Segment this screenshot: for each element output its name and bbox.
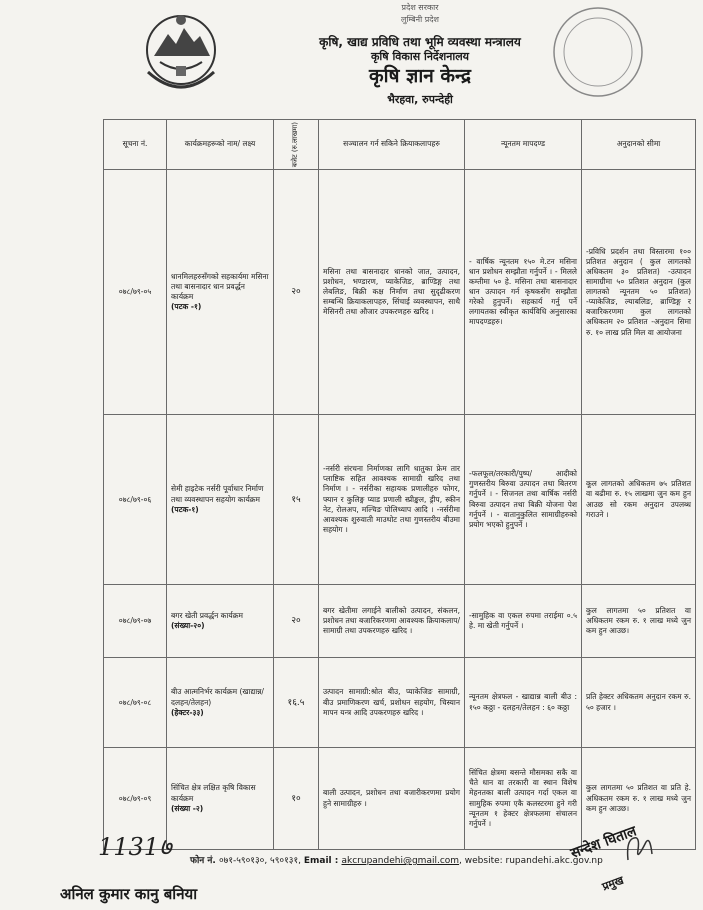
- program-name: धानमिलहरुसँगको सहकार्यमा मसिना तथा बासनादार धान प्रवर्द्धन कार्यक्रम: [171, 271, 269, 302]
- header-office-line1: प्रदेश सरकार: [401, 3, 439, 12]
- cell-grant: -प्रविधि प्रदर्शन तथा विस्तारमा १०० प्रतिशत अनुदान ( कुल लागतको अधिकतम ३० प्रतिशत) -उत्पादन सामाग्रीमा ५० प्रतिशत अनुदान (कुल लागतको न्यूनतम ५० प्रतिशत) -प्याकेजिङ, ल्याबलिङ, ब्राण्डिङ्ग र बजारिकरणमा कुल लागतको अधिकतम २० प्रतिशत -अनुदान सिमा रु. १० लाख प्रति मिल वा आयोजना: [582, 170, 696, 415]
- program-name: बीउ आत्मनिर्भर कार्यक्रम (खाद्यान्न/दलहन/तेलहन): [171, 687, 264, 707]
- header-ministry: कृषि, खाद्य प्रविधि तथा भूमि व्यवस्था मन्त्रालय: [319, 35, 521, 49]
- table-row: [104, 658, 696, 748]
- cell-activities: बाली उत्पादन, प्रशोधन तथा बजारीकरणमा प्रयोग हुने सामाग्रीहरु ।: [319, 748, 465, 850]
- header-office-title: कृषि ज्ञान केन्द्र: [369, 65, 471, 87]
- cell-budget: १०: [274, 748, 319, 850]
- cell-program: [167, 748, 274, 850]
- cell-criteria: - वार्षिक न्यूनतम १५० मे.टन मसिना धान प्रशोधन सम्झौता गर्नुपर्ने । - मिलले कम्तीमा ५० हे. मसिना तथा बासनादार धान उत्पादन गर्न कृषकसँग सम्झौता गरेको हुनुपर्ने। सहकार्य गर्नु पर्ने लगायतका स्वीकृत कार्यविधि अनुसारका मापदण्डहरु।: [465, 170, 582, 415]
- cell-activities: उत्पादन सामाग्री:श्रोत बीउ, प्याकेजिङ सामाग्री, बीउ प्रमाणिकरण खर्च, प्रशोधन सहयोग, चिस्यान मापन यन्त्र आदि उपकरणहरु खरिद ।: [319, 658, 465, 748]
- header-place: भैरहवा, रुपन्देही: [387, 93, 453, 106]
- cell-activities: -नर्सरी संरचना निर्माणका लागि धातुका फ्रेम तार प्लाष्टिक सहित आवश्यक सामाग्री खरिद तथा निर्माण । - नर्सरीका सहायक प्रणालीहरु फोगर, फ्यान र कुलिङ्ग प्याड प्रणाली स्प्रीङ्कल, ड्रीप, स्कीन नेट, रोलअप, मल्चिङ पोलिथ्याप आदि । -नर्सरीमा आवश्यक शुरुवाती माउथोट तथा गुणस्तरीय बीउमा सहयोग ।: [319, 415, 465, 585]
- col-header-budget-label: बजेट (रु.लाखमा): [291, 122, 300, 168]
- program-group: (संख्या -२): [171, 803, 204, 813]
- program-name: सिंचित क्षेत्र लक्षित कृषि विकास कार्यक्रम: [171, 783, 256, 803]
- signatory-title-right: प्रमुख: [600, 873, 626, 894]
- website-link[interactable]: rupandehi.akc.gov.np: [505, 856, 603, 866]
- cell-notice-no: ०७८/७९-०७: [104, 585, 167, 658]
- cell-budget: २०: [274, 170, 319, 415]
- cell-budget: २०: [274, 585, 319, 658]
- program-group: (संख्या-२०): [171, 621, 205, 631]
- handwritten-number: 1131७: [98, 833, 172, 861]
- program-name: सेमी हाइटेक नर्सरी पूर्वाधार निर्माण तथा व्यवस्थापन सहयोग कार्यक्रम: [171, 484, 264, 504]
- cell-grant: कुल लागतमा ५० प्रतिशत वा प्रति हे. अधिकतम रकम रु. १ लाख मध्ये जुन कम हुन आउछ।: [582, 748, 696, 850]
- col-header-program: कार्यक्रमहरूको नाम/ लक्ष्य: [167, 120, 274, 170]
- contact-line: [190, 853, 603, 866]
- cell-criteria: -फलफूल/तरकारी/पुष्प/ आदीको गुणस्तरीय बिरुवा उत्पादन तथा बितरण गर्नुपर्ने । - सिजनल तथा बार्षिक नर्सरी बिरुवा उत्पादन तथा बिक्री योजना पेश गर्नुपर्ने । - वातानुकुलित सामाग्रीहरुको प्रयोग भएको हुनुपर्ने ।: [465, 415, 582, 585]
- cell-budget: १५: [274, 415, 319, 585]
- table-row: [104, 170, 696, 415]
- table-row: [104, 415, 696, 585]
- cell-criteria: सिंचित क्षेत्रमा बसन्ते मौसमका सकै वा चैते धान वा तरकारी वा स्थान विशेष मेहनतका बाली उत्पादन गर्दा एकल वा सामुहिक रुपमा एकै कलस्टरमा हुने गरी न्यूनतम १ हेक्टर क्षेत्रफलमा संचालन गर्नुपर्ने ।: [465, 748, 582, 850]
- program-group: (पटक -१): [171, 302, 202, 312]
- email-label: Email :: [303, 856, 342, 866]
- phone-number: ०७१-५९०१३०, ५९०१३१,: [218, 856, 304, 866]
- cell-notice-no: ०७८/७९-०५: [104, 170, 167, 415]
- table-row: [104, 585, 696, 658]
- nepal-emblem-logo: [140, 6, 222, 98]
- cell-criteria: -सामुहिक वा एकल रुपमा तराईमा ०.५ हे. मा खेती गर्नुपर्ने ।: [465, 585, 582, 658]
- cell-activities: मसिना तथा बासनादार धानको जात, उत्पादन, प्रशोधन, भण्डारण, प्याकेजिङ, ब्राण्डिङ्ग तथा लेबलिङ, बिक्री कक्ष निर्माण तथा सुदृढीकरण सम्बन्धि क्रियाकलापहरु, सिंचाई व्यवस्थापन, साथै मेसिनरी तथा औजार उपकरणहरु खरिद ।: [319, 170, 465, 415]
- program-group: (हेक्टर-३३): [171, 707, 204, 717]
- cell-notice-no: ०७८/७९-०९: [104, 748, 167, 850]
- table-header-row: [104, 120, 696, 170]
- email-link[interactable]: akcrupandehi@gmail.com: [341, 856, 460, 866]
- phone-label: फोन नं.: [190, 856, 219, 866]
- cell-grant: कुल लागतमा ५० प्रतिशत वा अधिकतम रकम रु. १ लाख मध्ये जुन कम हुन आउछ।: [582, 585, 696, 658]
- signatory-name-left: अनिल कुमार कानु बनिया: [60, 885, 198, 903]
- program-name: बगर खेती प्रवर्द्धन कार्यक्रम: [171, 610, 243, 620]
- header-department: कृषि विकास निर्देशनालय: [370, 50, 470, 63]
- cell-program: [167, 658, 274, 748]
- cell-program: [167, 585, 274, 658]
- cell-notice-no: ०७८/७९-०८: [104, 658, 167, 748]
- program-group: (पटक-१): [171, 504, 199, 514]
- cell-budget: १६.५: [274, 658, 319, 748]
- cell-criteria: न्यूनतम क्षेत्रफल - खाद्यान्न बाली बीउ : १५० कठ्ठा - दलहन/तेलहन : ६० कठ्ठा: [465, 658, 582, 748]
- col-header-criteria: न्यूनतम मापदण्ड: [465, 120, 582, 170]
- cell-program: [167, 170, 274, 415]
- col-header-notice-no: सूचना नं.: [104, 120, 167, 170]
- cell-grant: कूल लागतको अधिकतम ७५ प्रतिशत वा बढीमा रु. १५ लाखमा जुन कम हुन आउछ सो रकम अनुदान उपलब्ध गराउने ।: [582, 415, 696, 585]
- col-header-grant: अनुदानको सीमा: [582, 120, 696, 170]
- header-office-line2: लुम्बिनी प्रदेश: [401, 15, 439, 24]
- cell-activities: बगर खेतीमा लगाईने बालीको उत्पादन, संकलन, प्रशोधन तथा बजारिकरणमा आवश्यक क्रियाकलाप/ सामाग्री तथा उपकरणहरु खरिद ।: [319, 585, 465, 658]
- signatory-name-right: सन्देश घिताल: [568, 823, 639, 862]
- col-header-activities: सञ्चालन गर्न सकिने क्रियाकलापहरु: [319, 120, 465, 170]
- website-label: , website:: [459, 856, 506, 866]
- col-header-budget: [274, 120, 319, 170]
- cell-grant: प्रति हेक्टर अधिकतम अनुदान रकम रु. ५० हजार ।: [582, 658, 696, 748]
- cell-notice-no: ०७८/७९-०६: [104, 415, 167, 585]
- cell-program: [167, 415, 274, 585]
- program-table: [103, 119, 696, 850]
